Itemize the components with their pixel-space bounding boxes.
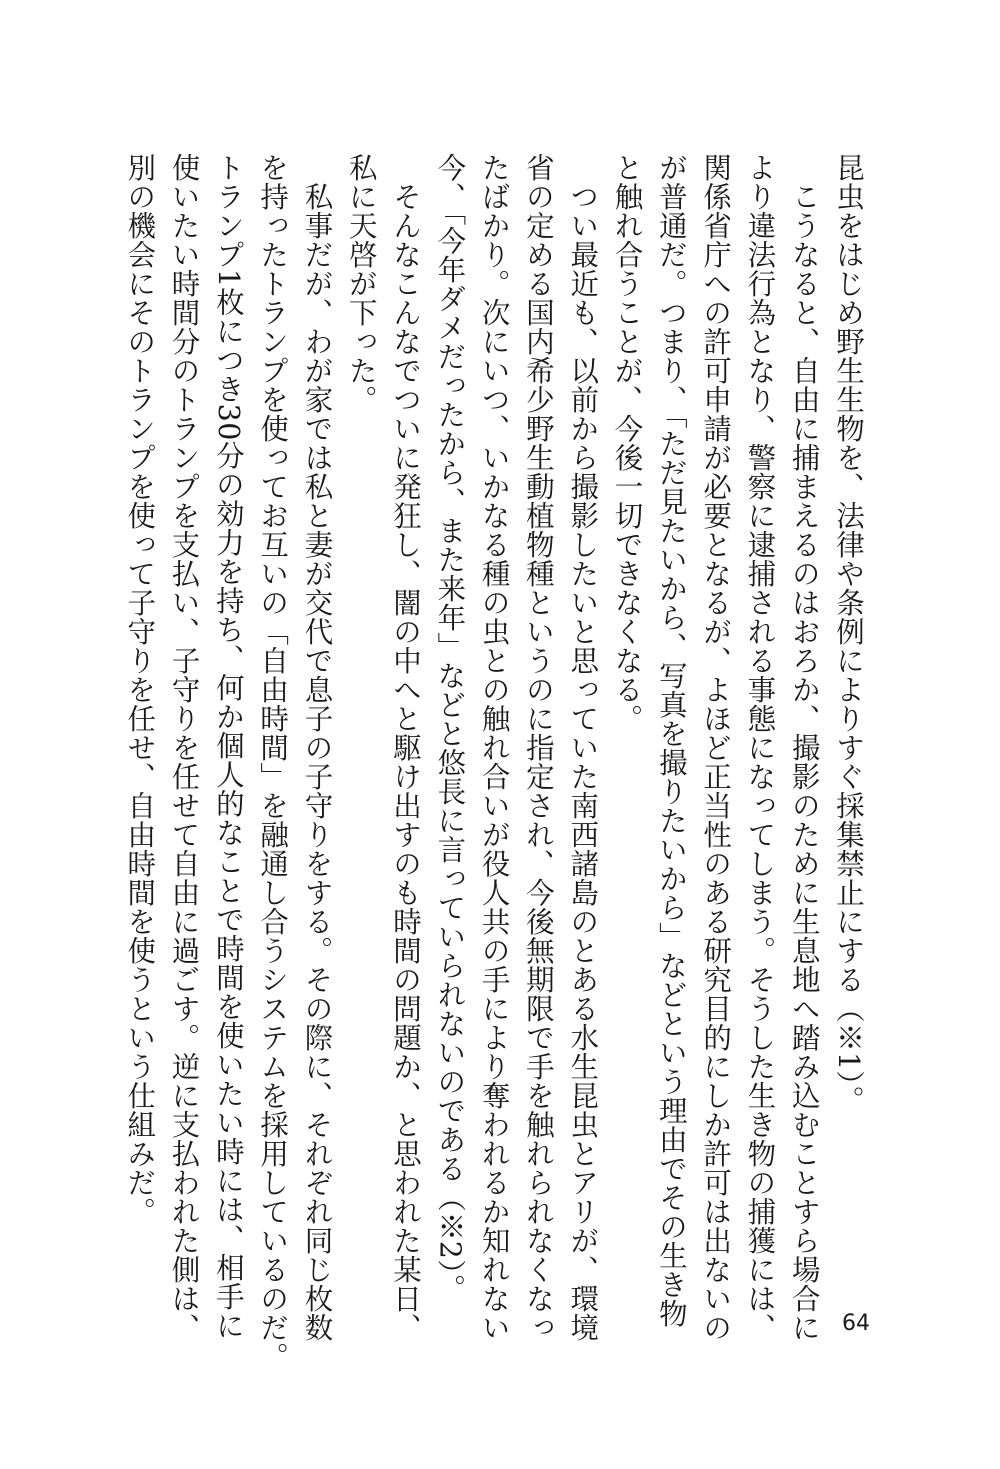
text-line: 私事だが、わが家では私と妻が交代で息子の子守りをする。その際に、それぞれ同じ枚数 [300, 153, 334, 1342]
text-line: を持ったトランプを使ってお互いの「自由時間」を融通し合うシステムを採用しているのだ。 [256, 153, 290, 1371]
text-line: が普通だ。つまり、「ただ見たいから、写真を撮りたいから」などという理由でその生き物 [654, 153, 688, 1328]
text-line: 使いたい時間分のトランプを支払い、子守りを任せて自由に過ごす。逆に支払われた側は、 [167, 153, 201, 1342]
text-line: より違法行為となり、警察に逮捕される事態になってしまう。そうした生き物の捕獲には、 [743, 153, 777, 1342]
page-number: 64 [842, 1311, 870, 1336]
text-line: 省の定める国内希少野生動植物種というのに指定され、今後無期限で手を触れられなくなっ [521, 153, 555, 1342]
text-line: と触れ合うことが、今後一切できなくなる。 [610, 153, 644, 733]
text-line: つい最近も、以前から撮影したいと思っていた南西諸島のとある水生昆虫とアリが、環境 [566, 153, 600, 1342]
text-line: トランプ1枚につき30分の効力を持ち、何か個人的なことで時間を使いたい時には、相手に [211, 153, 245, 1340]
text-line: 今、「今年ダメだったから、また来年」などと悠長に言っていられないのである（※2）。 [433, 153, 467, 1304]
text-line: こうなると、自由に捕まえるのはおろか、撮影のために生息地へ踏み込むことすら場合に [787, 153, 821, 1342]
text-line: たばかり。次にいつ、いかなる種の虫との触れ合いが役人共の手により奪われるか知れない [477, 153, 511, 1342]
text-line: 昆虫をはじめ野生生物を、法律や条例によりすぐ採集禁止にする（※1）。 [832, 153, 865, 1115]
text-line: 関係省庁への許可申請が必要となるが、よほど正当性のある研究目的にしか許可は出ないの [699, 153, 733, 1342]
text-line: 私に天啓が下った。 [344, 153, 378, 414]
text-line: そんなこんなでついに発狂し、闇の中へと駆け出すのも時間の問題か、と思われた某日、 [389, 153, 423, 1342]
text-line: 別の機会にそのトランプを使って子守りを任せ、自由時間を使うという仕組みだ。 [123, 153, 157, 1226]
